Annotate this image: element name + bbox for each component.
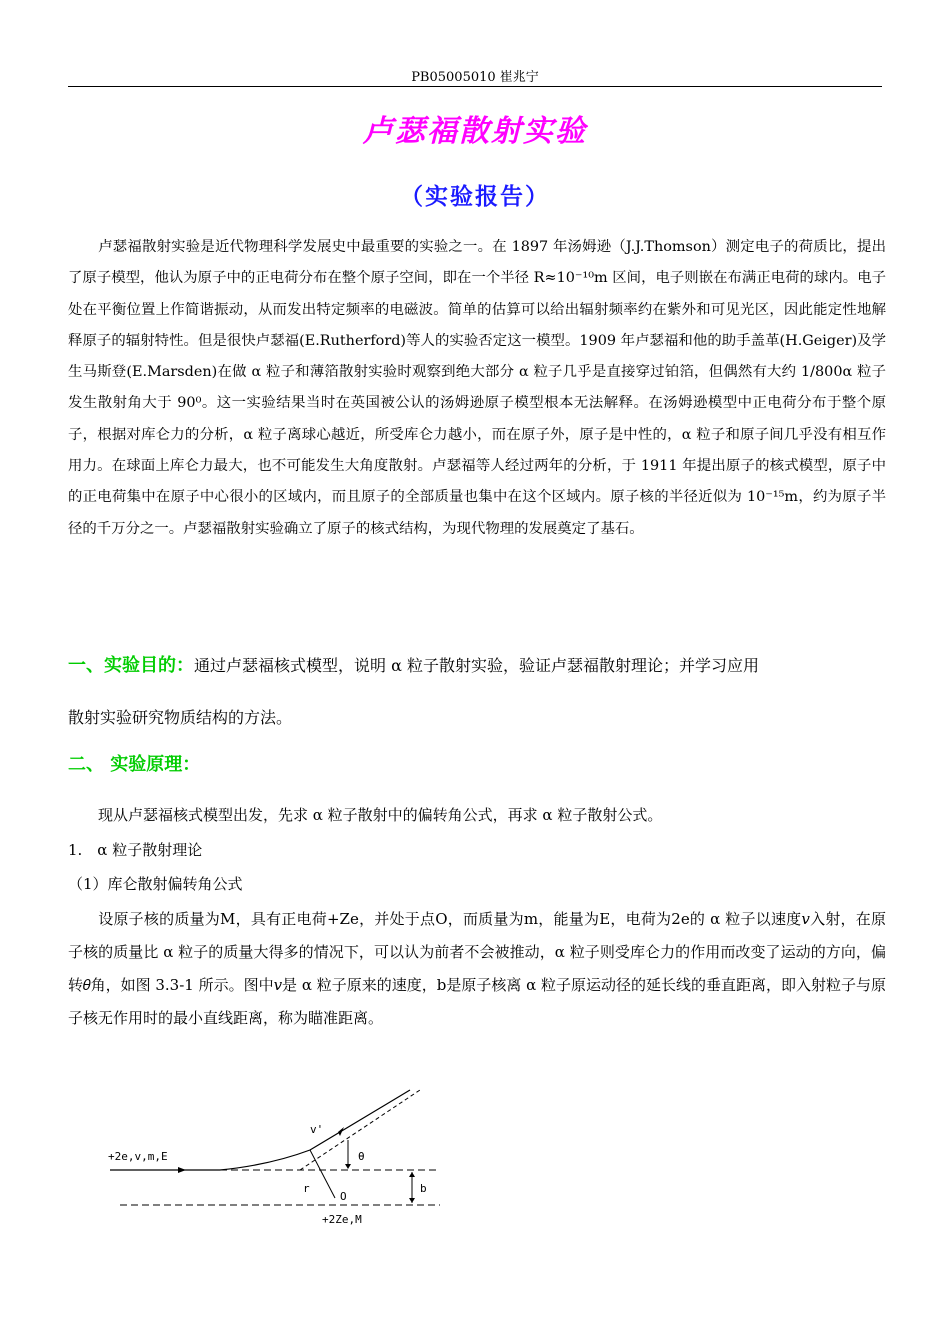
intro-text: 卢瑟福散射实验是近代物理科学发展史中最重要的实验之一。在 1897 年汤姆逊（J.J.Thomson）测定电子的荷质比，提出了原子模型，他认为原子中的正电荷分布在整个原子空间，即在一个半径 R≈10⁻¹⁰m 区间，电子则嵌在布满正电荷的球内。电子处在平衡位置上作简谐振动，从而发出特定频率的电磁波。简单的估算可以给出辐射频率约在紫外和可见光区，因此能定性地解释原子的辐射特性。但是很快卢瑟福(E.Rutherford)等人的实验否定这一模型。1909 年卢瑟福和他的助手盖革(H.Geiger)及学生马斯登(E.Marsden)在做 α 粒子和薄箔散射实验时观察到绝大部分 α 粒子几乎是直接穿过铂箔，但偶然有大约 1/800α 粒子发生散射角大于 90⁰。这一实验结果当时在英国被公认的汤姆逊原子模型根本无法解释。在汤姆逊模型中正电荷分布于整个原子，根据对库仑力的分析，α 粒子离球心越近，所受库仑力越小，而在原子外，原子是中性的，α 粒子和原子间几乎没有相互作用力。在球面上库仑力最大，也不可能发生大角度散射。卢瑟福等人经过两年的分析，于 1911 年提出原子的核式模型，原子中的正电荷集中在原子中心很小的区域内，而且原子的全部质量也集中在这个区域内。原子核的半径近似为 10⁻¹⁵m，约为原子半径的千万分之一。卢瑟福散射实验确立了原子的核式结构，为现代物理的发展奠定了基石。 (68, 239, 886, 537)
label-b: b (420, 1182, 427, 1195)
item-heading-1-1: （1）库仑散射偏转角公式 (68, 875, 243, 893)
outgoing-arrow (338, 1127, 344, 1136)
page-header: PB05005010 崔兆宁 (411, 70, 539, 85)
incoming-arrow (178, 1167, 186, 1173)
principle-body-text: 设原子核的质量为M，具有正电荷+Ze，并处于点O，而质量为m，能量为E，电荷为2e的 α 粒子以速度𝑣入射，在原子核的质量比 α 粒子的质量大得多的情况下，可以认为前者不会被推动，α 粒子则受库仑力的作用而改变了运动的方向，偏转𝜃角，如图 3.3-1 所示。图中𝑣是 α 粒子原来的速度，b是原子核离 α 粒子原运动径的延长线的垂直距离，即入射粒子与原子核无作用时的最小直线距离，称为瞄准距离。 (68, 910, 886, 1027)
label-vprime: v' (310, 1123, 324, 1136)
section-principle (68, 750, 886, 776)
b-arrow-top (409, 1172, 415, 1177)
label-r: r (303, 1182, 310, 1195)
label-o: O (340, 1190, 347, 1203)
radius-line (310, 1150, 335, 1198)
header-rule (68, 86, 882, 87)
label-theta: θ (358, 1150, 365, 1163)
section-principle-heading: 二、 实验原理： (68, 754, 201, 775)
item-heading-1: 1. α 粒子散射理论 (68, 841, 203, 859)
page-title: 卢瑟福散射实验 (363, 114, 587, 149)
section-objective-text: 通过卢瑟福核式模型，说明 α 粒子散射实验，验证卢瑟福散射理论；并学习应用 (194, 656, 759, 675)
intro-paragraph (68, 232, 886, 545)
scattering-diagram (100, 1080, 450, 1230)
label-nucleus: +2Ze,M (322, 1213, 362, 1226)
label-incoming: +2e,v,m,E (108, 1150, 168, 1163)
b-arrow-bottom (409, 1198, 415, 1203)
theta-arrow (345, 1164, 351, 1169)
section-objective-heading: 一、实验目的： (68, 655, 194, 676)
section-objective-text-cont: 散射实验研究物质结构的方法。 (68, 708, 293, 727)
principle-body (68, 903, 886, 1035)
section-objective (68, 652, 886, 680)
principle-intro: 现从卢瑟福核式模型出发，先求 α 粒子散射中的偏转角公式，再求 α 粒子散射公式。 (98, 806, 663, 824)
page-subtitle: （实验报告） (400, 184, 550, 210)
